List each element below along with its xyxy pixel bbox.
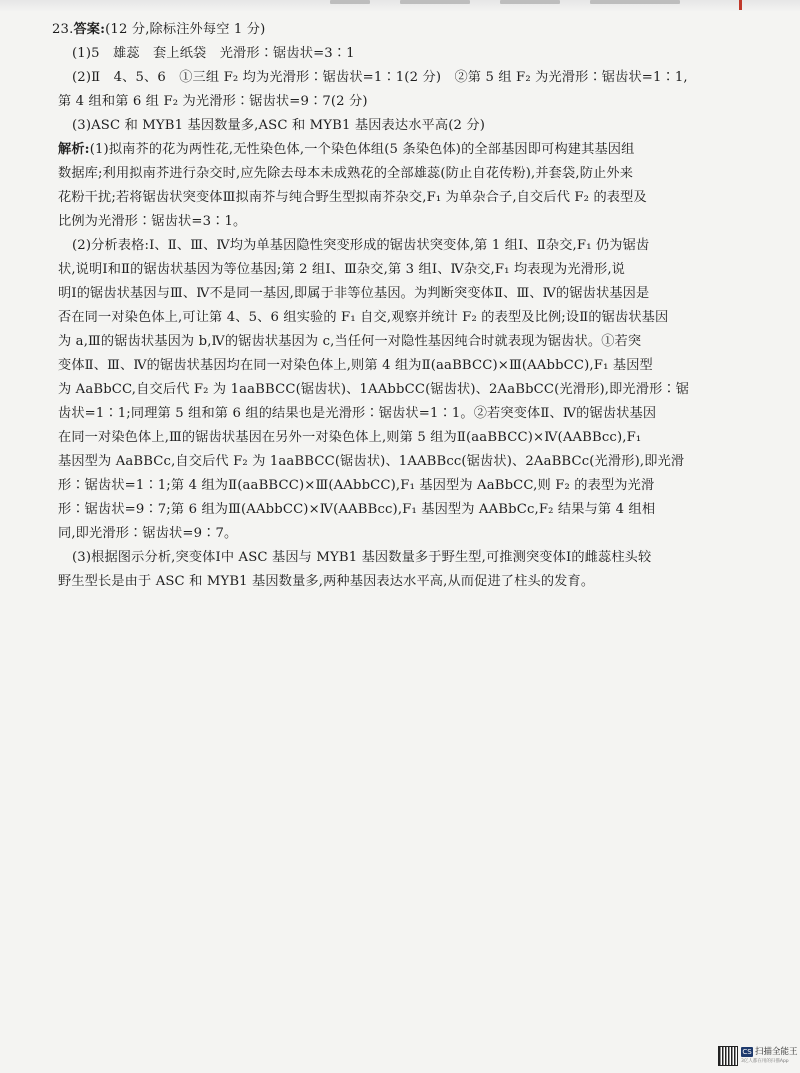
answer-heading	[52, 18, 738, 42]
analysis-line: 野生型长是由于 ASC 和 MYB1 基因数量多,两种基因表达水平高,从而促进了柱头的发育。	[58, 574, 595, 589]
analysis-line: (2)分析表格:Ⅰ、Ⅱ、Ⅲ、Ⅳ均为单基因隐性突变形成的锯齿状突变体,第 1 组Ⅰ、Ⅱ杂交,F₁ 仍为锯齿	[72, 238, 650, 253]
analysis-line: 形∶锯齿状=9∶7;第 6 组为Ⅲ(AAbbCC)×Ⅳ(AABBcc),F₁ 基因型为 AABbCc,F₂ 结果与第 4 组相	[58, 502, 656, 517]
answer-document	[52, 18, 738, 594]
analysis-line: 否在同一对染色体上,可让第 4、5、6 组实验的 F₁ 自交,观察并统计 F₂ 的表型及比例;设Ⅱ的锯齿状基因	[58, 310, 669, 325]
question-number: 23.	[52, 22, 74, 37]
analysis-line: (3)根据图示分析,突变体Ⅰ中 ASC 基因与 MYB1 基因数量多于野生型,可推测突变体Ⅰ的雌蕊柱头较	[72, 550, 652, 565]
analysis-line: 为 AaBbCC,自交后代 F₂ 为 1aaBBCC(锯齿状)、1AAbbCC(锯齿状)、2AaBbCC(光滑形),即光滑形∶锯	[58, 382, 690, 397]
analysis-line: 形∶锯齿状=1∶1;第 4 组为Ⅱ(aaBBCC)×Ⅲ(AAbbCC),F₁ 基因型为 AaBbCC,则 F₂ 的表型为光滑	[58, 478, 655, 493]
answer-label: 答案:	[73, 22, 106, 37]
analysis-line: 比例为光滑形∶锯齿状=3∶1。	[58, 214, 247, 229]
faded-header-mark	[330, 0, 370, 4]
analysis-line: 数据库;利用拟南芥进行杂交时,应先除去母本未成熟花的全部雄蕊(防止自花传粉),并套袋,防止外来	[58, 166, 634, 181]
scanner-tagline: 3亿人都在用的扫描App	[741, 1059, 789, 1064]
qr-code-icon	[718, 1046, 738, 1066]
answer-line: (1)5 雄蕊 套上纸袋 光滑形∶锯齿状=3∶1	[72, 46, 355, 61]
analysis-first-line	[58, 138, 738, 162]
analysis-line: 变体Ⅱ、Ⅲ、Ⅳ的锯齿状基因均在同一对染色体上,则第 4 组为Ⅱ(aaBBCC)×Ⅲ(AAbbCC),F₁ 基因型	[58, 358, 653, 373]
answer-line: (3)ASC 和 MYB1 基因数量多,ASC 和 MYB1 基因表达水平高(2 分)	[72, 118, 486, 133]
analysis-line: 齿状=1∶1;同理第 5 组和第 6 组的结果也是光滑形∶锯齿状=1∶1。②若突变体Ⅱ、Ⅳ的锯齿状基因	[58, 406, 657, 421]
analysis-line: 状,说明Ⅰ和Ⅱ的锯齿状基因为等位基因;第 2 组Ⅰ、Ⅲ杂交,第 3 组Ⅰ、Ⅳ杂交,F₁ 均表现为光滑形,说	[58, 262, 626, 277]
analysis-line: 同,即光滑形∶锯齿状=9∶7。	[58, 526, 238, 541]
faded-header-mark	[590, 0, 680, 4]
score-note: (12 分,除标注外每空 1 分)	[105, 22, 266, 37]
answer-line: (2)Ⅱ 4、5、6 ①三组 F₂ 均为光滑形∶锯齿状=1∶1(2 分) ②第 5 组 F₂ 为光滑形∶锯齿状=1∶1,	[72, 70, 688, 85]
red-edge-mark	[739, 0, 742, 10]
scan-top-edge	[0, 0, 800, 12]
analysis-line: 明Ⅰ的锯齿状基因与Ⅲ、Ⅳ不是同一基因,即属于非等位基因。为判断突变体Ⅱ、Ⅲ、Ⅳ的锯齿状基因是	[58, 286, 650, 301]
scanner-app-name: 扫描全能王	[755, 1047, 798, 1057]
faded-header-mark	[500, 0, 560, 4]
answer-line: 第 4 组和第 6 组 F₂ 为光滑形∶锯齿状=9∶7(2 分)	[58, 94, 368, 109]
analysis-line: 为 a,Ⅲ的锯齿状基因为 b,Ⅳ的锯齿状基因为 c,当任何一对隐性基因纯合时就表现为锯齿状。①若突	[58, 334, 642, 349]
analysis-label: 解析:	[58, 142, 90, 157]
faded-header-mark	[400, 0, 470, 4]
analysis-line: 基因型为 AaBBCc,自交后代 F₂ 为 1aaBBCC(锯齿状)、1AABBcc(锯齿状)、2AaBBCc(光滑形),即光滑	[58, 454, 685, 469]
scanner-watermark	[718, 1046, 800, 1068]
analysis-line: 在同一对染色体上,Ⅲ的锯齿状基因在另外一对染色体上,则第 5 组为Ⅱ(aaBBCC)×Ⅳ(AABBcc),F₁	[58, 430, 642, 445]
cs-logo-icon: CS	[742, 1048, 752, 1056]
analysis-line: 花粉干扰;若将锯齿状突变体Ⅲ拟南芥与纯合野生型拟南芥杂交,F₁ 为单杂合子,自交后代 F₂ 的表型及	[58, 190, 647, 205]
analysis-text: (1)拟南芥的花为两性花,无性染色体,一个染色体组(5 条染色体)的全部基因即可构建其基因组	[89, 142, 635, 157]
